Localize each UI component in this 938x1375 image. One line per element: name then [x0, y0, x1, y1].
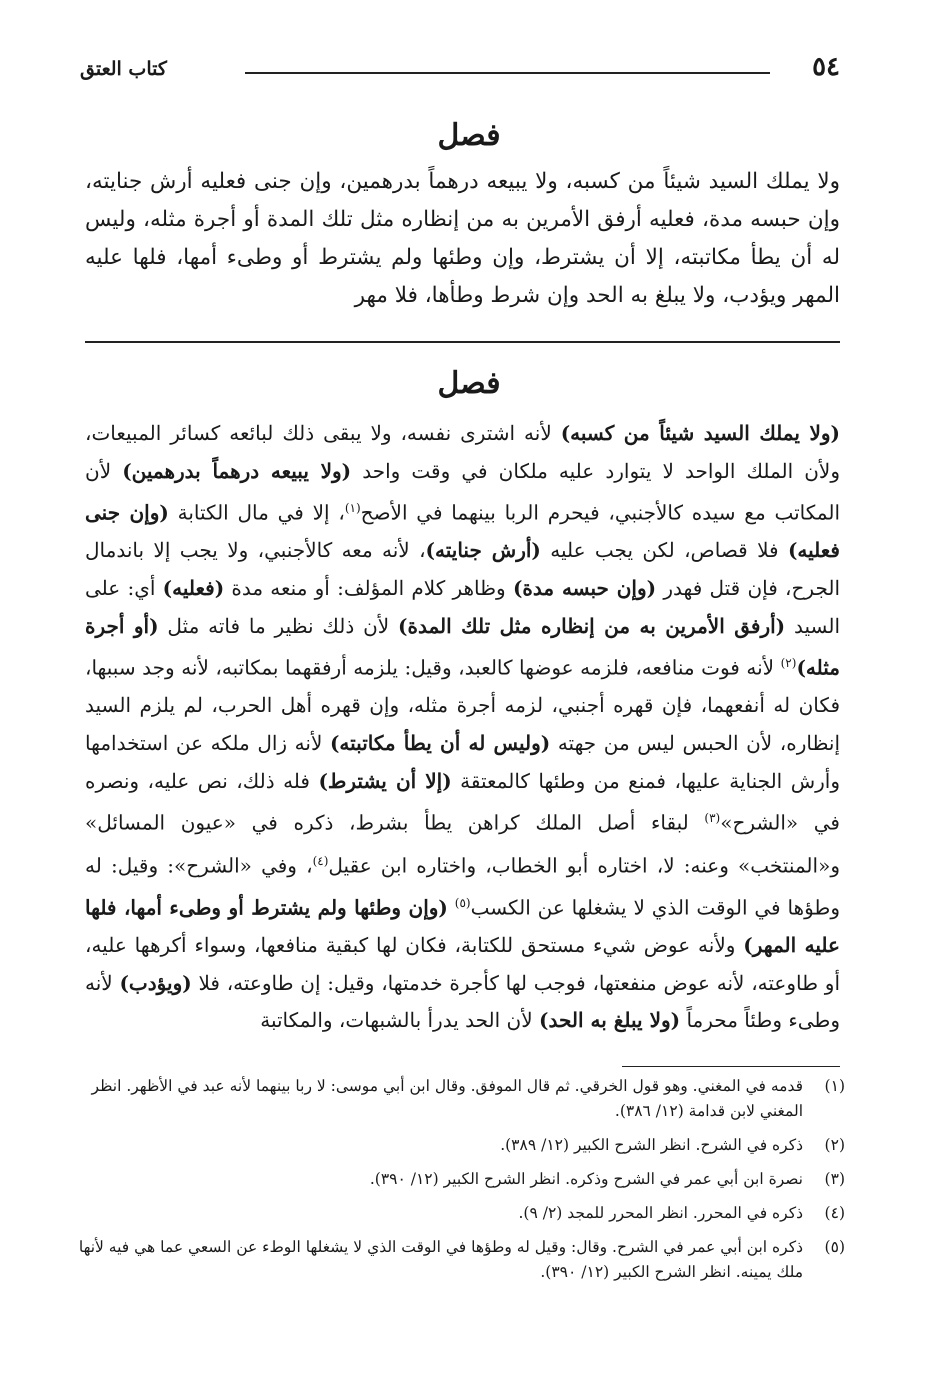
commentary-text: ولأنه عوض شيء مستحق للكتابة، فكان لها كبقية منافعها، وسواء أكرهها عليه، أو طاوعته، لأنه عوض منفعتها، فوجب لها كأجرة خدمتها، وقيل: إن طاوعته، فلا	[85, 933, 840, 995]
commentary-text: لأن الحد يدرأ بالشبهات، والمكاتبة	[260, 1008, 539, 1033]
footnote-number: (٤)	[824, 1204, 845, 1222]
footnote	[75, 1201, 845, 1226]
footnote-marker: (٥)	[454, 895, 471, 910]
quoted-matn-phrase: (أرش جنايته)	[425, 538, 541, 563]
commentary-text: ، إلا في مال الكتابة	[168, 500, 345, 525]
commentary-text: لأنه زال ملكه عن استخدامها وأرش الجناية عليها، فمنع من وطئها كالمعتقة	[85, 731, 840, 793]
matn-text: ولا يملك السيد شيئاً من كسبه، ولا يبيعه درهماً بدرهمين، وإن جنى فعليه أرش جنايته، وإن حبسه مدة، فعليه أرفق الأمرين به من إنظاره مثل تلك المدة أو أجرة مثله، وليس له أن يطأ مكاتبته، إلا أن يشترط، وإن وطئها ولم يشترط أو وطىء أمها، فلها عليه المهر ويؤدب، ولا يبلغ به الحد وإن شرط وطأها، فلا مهر	[85, 169, 840, 308]
commentary-text: فله ذلك، نص عليه، ونصره في «الشرح»	[85, 768, 840, 835]
footnote-number: (٥)	[824, 1238, 845, 1256]
footnote-number: (٣)	[824, 1170, 845, 1188]
commentary-text: ، لأنه معه كالأجنبي، ولا يجب إلا باندمال الجرح، فإن قتل فهدر	[85, 538, 841, 601]
running-header	[80, 52, 840, 86]
commentary-text: ، وفي «الشرح»: وقيل: له وطؤها في الوقت الذي لا يشغلها عن الكسب	[85, 853, 841, 920]
commentary-text	[448, 895, 455, 919]
commentary-text: لأنه وطىء وطئاً محرماً	[85, 970, 840, 1033]
quoted-matn-phrase: (ولا يبلغ به الحد)	[539, 1008, 681, 1033]
footnote-text: نصرة ابن أبي عمر في الشرح وذكره. انظر الشرح الكبير (١٢/ ٣٩٠).	[369, 1170, 803, 1188]
sharh-text	[85, 415, 840, 1040]
quoted-matn-phrase: (فعليه)	[162, 576, 225, 601]
sharh-heading: فصل	[437, 366, 501, 401]
footnote-text: ذكره في المحرر. انظر المحرر للمجد (٢/ ٩).	[518, 1204, 803, 1222]
footnote-text: قدمه في المغني. وهو قول الخرقي. ثم قال الموفق. وقال ابن أبي موسى: لا ربا بينهما لأنه عبد في الأظهر. انظر المغني لابن قدامة (١٢/ ٣٨٦).	[91, 1077, 803, 1120]
commentary-text: لأن ذلك نظير ما فاته مثل	[158, 613, 399, 638]
commentary-text: لأن المكاتب مع سيده كالأجنبي، فيحرم الربا بينهما في الأصح	[85, 458, 841, 525]
book-title: كتاب العتق	[80, 58, 167, 80]
page-number: ٥٤	[812, 52, 840, 82]
quoted-matn-phrase: (ولا يملك السيد شيئاً من كسبه)	[560, 421, 840, 445]
footnote-marker: (٤)	[312, 853, 329, 868]
commentary-text: لأنه اشترى نفسه، ولا يبقى ذلك لبائعه كسائر المبيعات، ولأن الملك الواحد لا يتوارد عليه ملكان في وقت واحد	[85, 421, 840, 483]
footnote	[75, 1074, 845, 1124]
footnote	[75, 1167, 845, 1192]
footnote	[75, 1235, 845, 1285]
quoted-matn-phrase: (ولا يبيعه درهماً بدرهمين)	[122, 458, 352, 483]
quoted-matn-phrase: (ويؤدب)	[119, 970, 192, 995]
footnote-marker: (٢)	[780, 656, 797, 671]
quoted-matn-phrase: (وليس له أن يطأ مكاتبته)	[329, 731, 551, 756]
commentary-text: وظاهر كلام المؤلف: أو منعه مدة	[224, 576, 513, 601]
quoted-matn-phrase: (إلا أن يشترط)	[318, 768, 452, 793]
footnote-marker: (٣)	[704, 811, 721, 826]
footnotes	[75, 1074, 845, 1294]
commentary-text: لبقاء أصل الملك كراهن يطأ بشرط، ذكره في «عيون المسائل» و«المنتخب» وعنه: لا، اختاره أبو الخطاب، واختاره ابن عقيل	[85, 810, 840, 878]
quoted-matn-phrase: (أو أجرة مثله)	[85, 613, 840, 680]
footnote	[75, 1133, 845, 1158]
footnote-text: ذكره في الشرح. انظر الشرح الكبير (١٢/ ٣٨٩).	[500, 1136, 803, 1154]
quoted-matn-phrase: (وإن حبسه مدة)	[512, 576, 657, 601]
footnote-rule	[622, 1066, 840, 1067]
quoted-matn-phrase: (أرفق الأمرين به من إنظاره مثل تلك المدة)	[398, 613, 786, 638]
footnote-number: (١)	[824, 1077, 845, 1095]
commentary-text: لأنه فوت منافعه، فلزمه عوضها كالعبد، وقيل: يلزمه أرفقهما بمكاتبه، لأنه وجد سببها، فكان له أنفعهما، فإن قهره أجنبي، لزمه أجرة مثله، وإن قهره أهل الحرب، لم يلزم السيد إنظاره، لأن الحبس ليس من جهته	[85, 655, 841, 756]
footnote-number: (٢)	[824, 1136, 845, 1154]
commentary-text: فلا قصاص، لكن يجب عليه	[540, 538, 788, 563]
footnote-text: ذكره ابن أبي عمر في الشرح. وقال: وقيل له وطؤها في الوقت الذي لا يشغلها الوطء عن السعي عما هي فيه لأنها ملك يمينه. انظر الشرح الكبير (١٢/ ٣٩٠).	[78, 1238, 803, 1281]
commentary-text: أي: على السيد	[85, 576, 841, 638]
section-divider	[85, 341, 840, 343]
header-rule	[245, 72, 770, 74]
quoted-matn-phrase: (وإن جنى فعليه)	[85, 500, 840, 563]
matn-heading: فصل	[437, 118, 501, 153]
quoted-matn-phrase: (وإن وطئها ولم يشترط أو وطىء أمها، فلها عليه المهر)	[85, 895, 840, 957]
footnote-marker: (١)	[344, 501, 361, 516]
